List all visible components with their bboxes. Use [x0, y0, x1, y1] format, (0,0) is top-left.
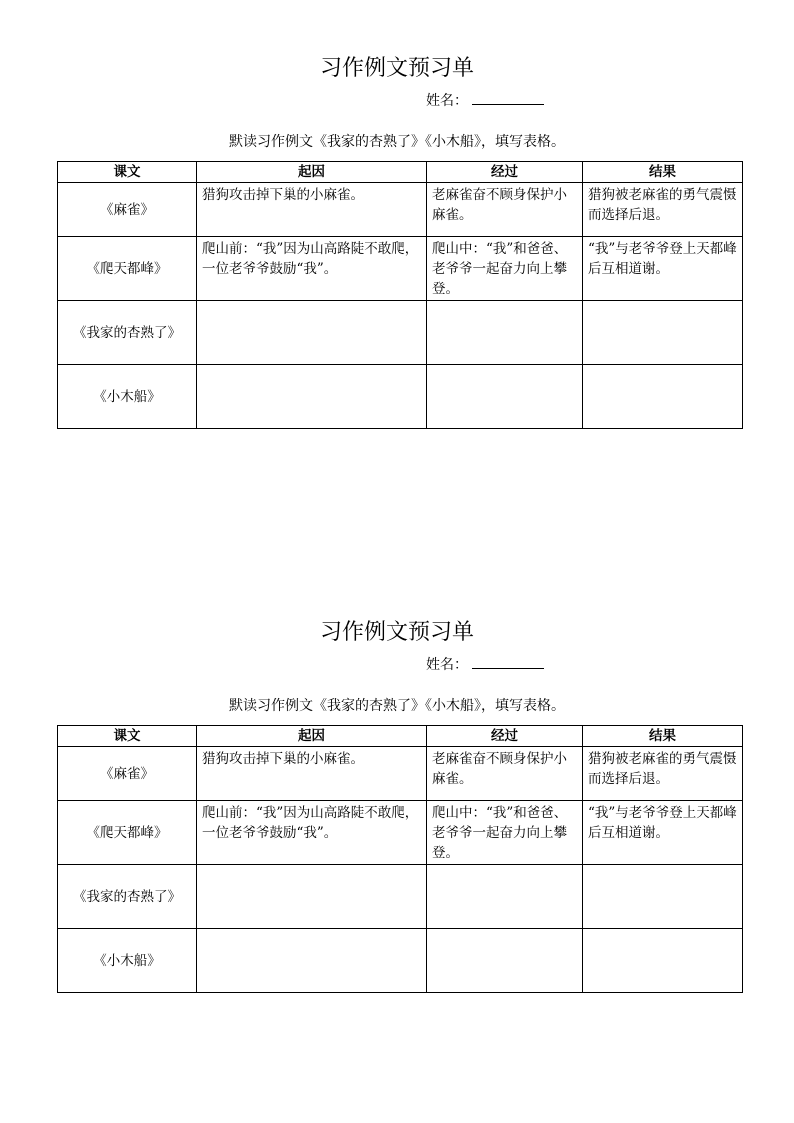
header-process: 经过 — [427, 162, 583, 183]
table-row — [58, 929, 743, 993]
result-cell[interactable] — [583, 365, 743, 429]
header-result: 结果 — [583, 162, 743, 183]
process-cell[interactable] — [427, 929, 583, 993]
table-row — [58, 801, 743, 865]
process-cell[interactable] — [427, 365, 583, 429]
result-cell: “我”与老爷爷登上天都峰后互相道谢。 — [583, 237, 743, 301]
lesson-cell: 《小木船》 — [58, 929, 197, 993]
table-row — [58, 865, 743, 929]
name-field[interactable] — [426, 654, 544, 675]
worksheet-title: 习作例文预习单 — [319, 56, 474, 81]
header-cause: 起因 — [197, 162, 427, 183]
instruction-text: 默读习作例文《我家的杏熟了》《小木船》，填写表格。 — [229, 134, 565, 150]
worksheet-title: 习作例文预习单 — [319, 620, 474, 645]
cause-cell[interactable] — [197, 365, 427, 429]
lesson-cell: 《爬天都峰》 — [58, 801, 197, 865]
preview-table — [57, 161, 743, 429]
worksheet-top — [0, 0, 794, 405]
instruction-text: 默读习作例文《我家的杏熟了》《小木船》，填写表格。 — [229, 698, 565, 714]
name-label: 姓名： — [426, 657, 468, 673]
result-cell[interactable] — [583, 865, 743, 929]
result-cell[interactable] — [583, 301, 743, 365]
process-cell: 爬山中：“我”和爸爸、老爷爷一起奋力向上攀登。 — [427, 801, 583, 865]
table-row — [58, 747, 743, 801]
result-cell: 猎狗被老麻雀的勇气震慑而选择后退。 — [583, 183, 743, 237]
lesson-cell: 《爬天都峰》 — [58, 237, 197, 301]
process-cell[interactable] — [427, 865, 583, 929]
name-label: 姓名： — [426, 93, 468, 109]
result-cell: 猎狗被老麻雀的勇气震慑而选择后退。 — [583, 747, 743, 801]
header-result: 结果 — [583, 726, 743, 747]
cause-cell: 爬山前：“我”因为山高路陡不敢爬，一位老爷爷鼓励“我”。 — [197, 801, 427, 865]
header-lesson: 课文 — [58, 726, 197, 747]
header-process: 经过 — [427, 726, 583, 747]
cause-cell: 爬山前：“我”因为山高路陡不敢爬，一位老爷爷鼓励“我”。 — [197, 237, 427, 301]
process-cell[interactable] — [427, 301, 583, 365]
cause-cell[interactable] — [197, 301, 427, 365]
cause-cell: 猎狗攻击掉下巢的小麻雀。 — [197, 183, 427, 237]
table-row — [58, 183, 743, 237]
preview-table — [57, 725, 743, 993]
lesson-cell: 《麻雀》 — [58, 747, 197, 801]
process-cell: 爬山中：“我”和爸爸、老爷爷一起奋力向上攀登。 — [427, 237, 583, 301]
lesson-cell: 《我家的杏熟了》 — [58, 301, 197, 365]
table-row — [58, 301, 743, 365]
result-cell[interactable] — [583, 929, 743, 993]
lesson-cell: 《麻雀》 — [58, 183, 197, 237]
table-header-row — [58, 162, 743, 183]
worksheet-bottom — [0, 564, 794, 969]
table-header-row — [58, 726, 743, 747]
lesson-cell: 《我家的杏熟了》 — [58, 865, 197, 929]
process-cell: 老麻雀奋不顾身保护小麻雀。 — [427, 747, 583, 801]
table-row — [58, 237, 743, 301]
result-cell: “我”与老爷爷登上天都峰后互相道谢。 — [583, 801, 743, 865]
cause-cell[interactable] — [197, 865, 427, 929]
name-field[interactable] — [426, 90, 544, 111]
cause-cell: 猎狗攻击掉下巢的小麻雀。 — [197, 747, 427, 801]
process-cell: 老麻雀奋不顾身保护小麻雀。 — [427, 183, 583, 237]
name-blank[interactable] — [472, 654, 544, 669]
name-blank[interactable] — [472, 90, 544, 105]
header-cause: 起因 — [197, 726, 427, 747]
cause-cell[interactable] — [197, 929, 427, 993]
table-row — [58, 365, 743, 429]
lesson-cell: 《小木船》 — [58, 365, 197, 429]
header-lesson: 课文 — [58, 162, 197, 183]
